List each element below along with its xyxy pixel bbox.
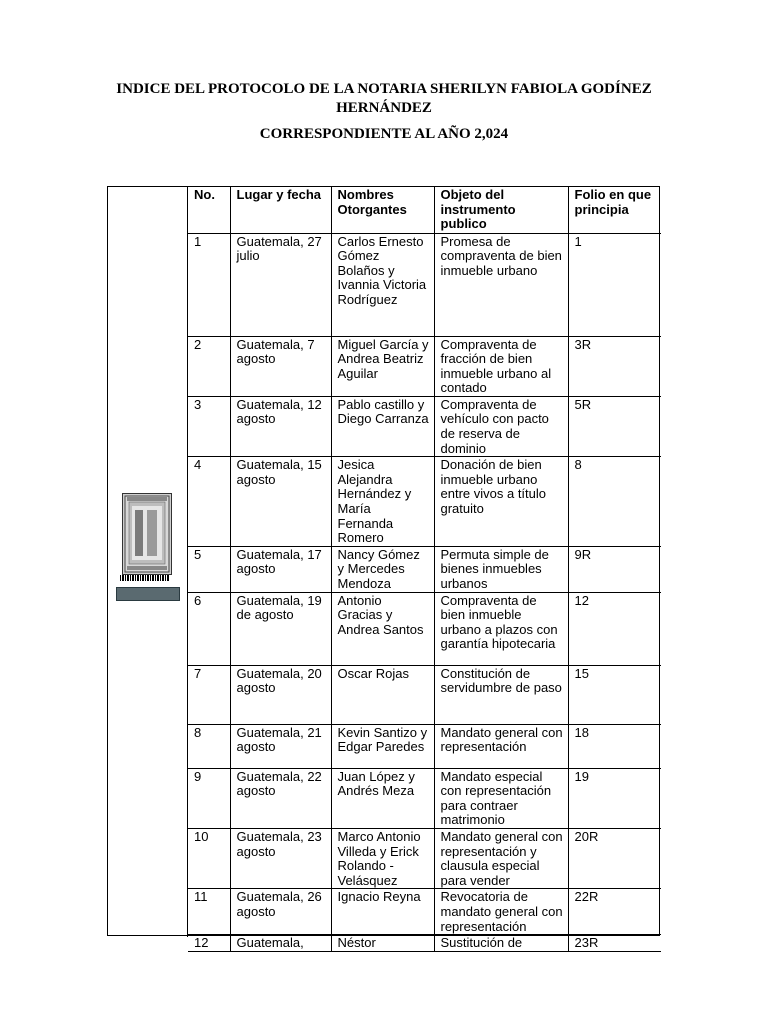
title-line-1: INDICE DEL PROTOCOLO DE LA NOTARIA SHERILYN FABIOLA GODÍNEZ	[116, 81, 652, 97]
stamp-column	[108, 187, 188, 937]
cell-objeto: Revocatoria de mandato general con representación	[434, 889, 568, 935]
cell-nombres: Juan López y Andrés Meza	[331, 768, 434, 828]
cell-folio: 3R	[568, 336, 661, 396]
cell-no: 9	[188, 768, 230, 828]
cell-lugar: Guatemala, 19 de agosto	[230, 592, 331, 665]
cell-no: 3	[188, 396, 230, 456]
cell-objeto: Promesa de compraventa de bien inmueble urbano	[434, 233, 568, 336]
cell-folio: 18	[568, 724, 661, 768]
header-nombres-otorgantes: Nombres Otorgantes	[331, 187, 434, 233]
table-row	[188, 768, 661, 828]
cell-folio: 1	[568, 233, 661, 336]
table-row	[188, 828, 661, 888]
cell-nombres: Kevin Santizo y Edgar Paredes	[331, 724, 434, 768]
cell-no: 7	[188, 665, 230, 724]
cell-nombres: Miguel García y Andrea Beatriz Aguilar	[331, 336, 434, 396]
cell-objeto: Compraventa de fracción de bien inmueble urbano al contado	[434, 336, 568, 396]
cell-nombres: Pablo castillo y Diego Carranza	[331, 396, 434, 456]
cell-folio: 19	[568, 768, 661, 828]
table-row	[188, 457, 661, 547]
cell-objeto: Constitución de servidumbre de paso	[434, 665, 568, 724]
cell-folio: 5R	[568, 396, 661, 456]
cell-objeto: Mandato general con representación	[434, 724, 568, 768]
cell-no: 5	[188, 546, 230, 592]
cell-lugar: Guatemala, 23 agosto	[230, 828, 331, 888]
header-no: No.	[188, 187, 230, 233]
cell-no: 1	[188, 233, 230, 336]
document-subtitle: CORRESPONDIENTE AL AÑO 2,024	[259, 126, 509, 142]
cell-lugar: Guatemala, 20 agosto	[230, 665, 331, 724]
cell-lugar: Guatemala, 7 agosto	[230, 336, 331, 396]
table-row	[188, 233, 661, 336]
cell-no: 8	[188, 724, 230, 768]
cell-lugar: Guatemala, 27 julio	[230, 233, 331, 336]
cell-folio: 15	[568, 665, 661, 724]
cell-objeto: Mandato general con representación y clausula especial para vender	[434, 828, 568, 888]
table-row	[188, 592, 661, 665]
header-lugar-fecha: Lugar y fecha	[230, 187, 331, 233]
cell-folio: 12	[568, 592, 661, 665]
cell-objeto: Mandato especial con representación para contraer matrimonio	[434, 768, 568, 828]
cell-nombres: Carlos Ernesto Gómez Bolaños y Ivannia Victoria Rodríguez	[331, 233, 434, 336]
cell-lugar: Guatemala, 26 agosto	[230, 889, 331, 935]
cell-lugar: Guatemala, 17 agosto	[230, 546, 331, 592]
cell-lugar: Guatemala, 12 agosto	[230, 396, 331, 456]
cell-objeto: Sustitución de	[434, 935, 568, 952]
cell-lugar: Guatemala,	[230, 935, 331, 952]
header-objeto: Objeto del instrumento publico	[434, 187, 568, 233]
cell-folio: 22R	[568, 889, 661, 935]
cell-objeto: Permuta simple de bienes inmuebles urbanos	[434, 546, 568, 592]
cell-no: 4	[188, 457, 230, 547]
cell-nombres: Oscar Rojas	[331, 665, 434, 724]
cell-lugar: Guatemala, 15 agosto	[230, 457, 331, 547]
cell-folio: 20R	[568, 828, 661, 888]
cell-folio: 8	[568, 457, 661, 547]
barcode-image	[120, 575, 170, 581]
fiscal-stamp-image	[122, 493, 172, 575]
cell-no: 11	[188, 889, 230, 935]
cell-objeto: Donación de bien inmueble urbano entre vivos a título gratuito	[434, 457, 568, 547]
stamp-strip-image	[116, 587, 180, 601]
cell-no: 12	[188, 935, 230, 952]
table-row	[188, 724, 661, 768]
cell-nombres: Nancy Gómez y Mercedes Mendoza	[331, 546, 434, 592]
document-title	[0, 80, 768, 118]
cell-folio: 9R	[568, 546, 661, 592]
protocol-index-table	[107, 186, 660, 951]
cell-nombres: Néstor	[331, 935, 434, 952]
cell-lugar: Guatemala, 21 agosto	[230, 724, 331, 768]
cell-lugar: Guatemala, 22 agosto	[230, 768, 331, 828]
table-row	[188, 935, 661, 952]
cell-no: 10	[188, 828, 230, 888]
cell-objeto: Compraventa de vehículo con pacto de reserva de dominio	[434, 396, 568, 456]
header-folio: Folio en que principia	[568, 187, 661, 233]
cell-folio: 23R	[568, 935, 661, 952]
cell-no: 6	[188, 592, 230, 665]
table-row	[188, 889, 661, 935]
table-row	[188, 546, 661, 592]
table-row	[188, 665, 661, 724]
index-grid	[188, 187, 661, 952]
title-line-2: HERNÁNDEZ	[336, 100, 432, 116]
cell-nombres: Antonio Gracias y Andrea Santos	[331, 592, 434, 665]
table-row	[188, 396, 661, 456]
cell-nombres: Marco Antonio Villeda y Erick Rolando - Velásquez	[331, 828, 434, 888]
cell-nombres: Ignacio Reyna	[331, 889, 434, 935]
table-row	[188, 336, 661, 396]
cell-no: 2	[188, 336, 230, 396]
cell-objeto: Compraventa de bien inmueble urbano a plazos con garantía hipotecaria	[434, 592, 568, 665]
cell-nombres: Jesica Alejandra Hernández y María Fernanda Romero	[331, 457, 434, 547]
